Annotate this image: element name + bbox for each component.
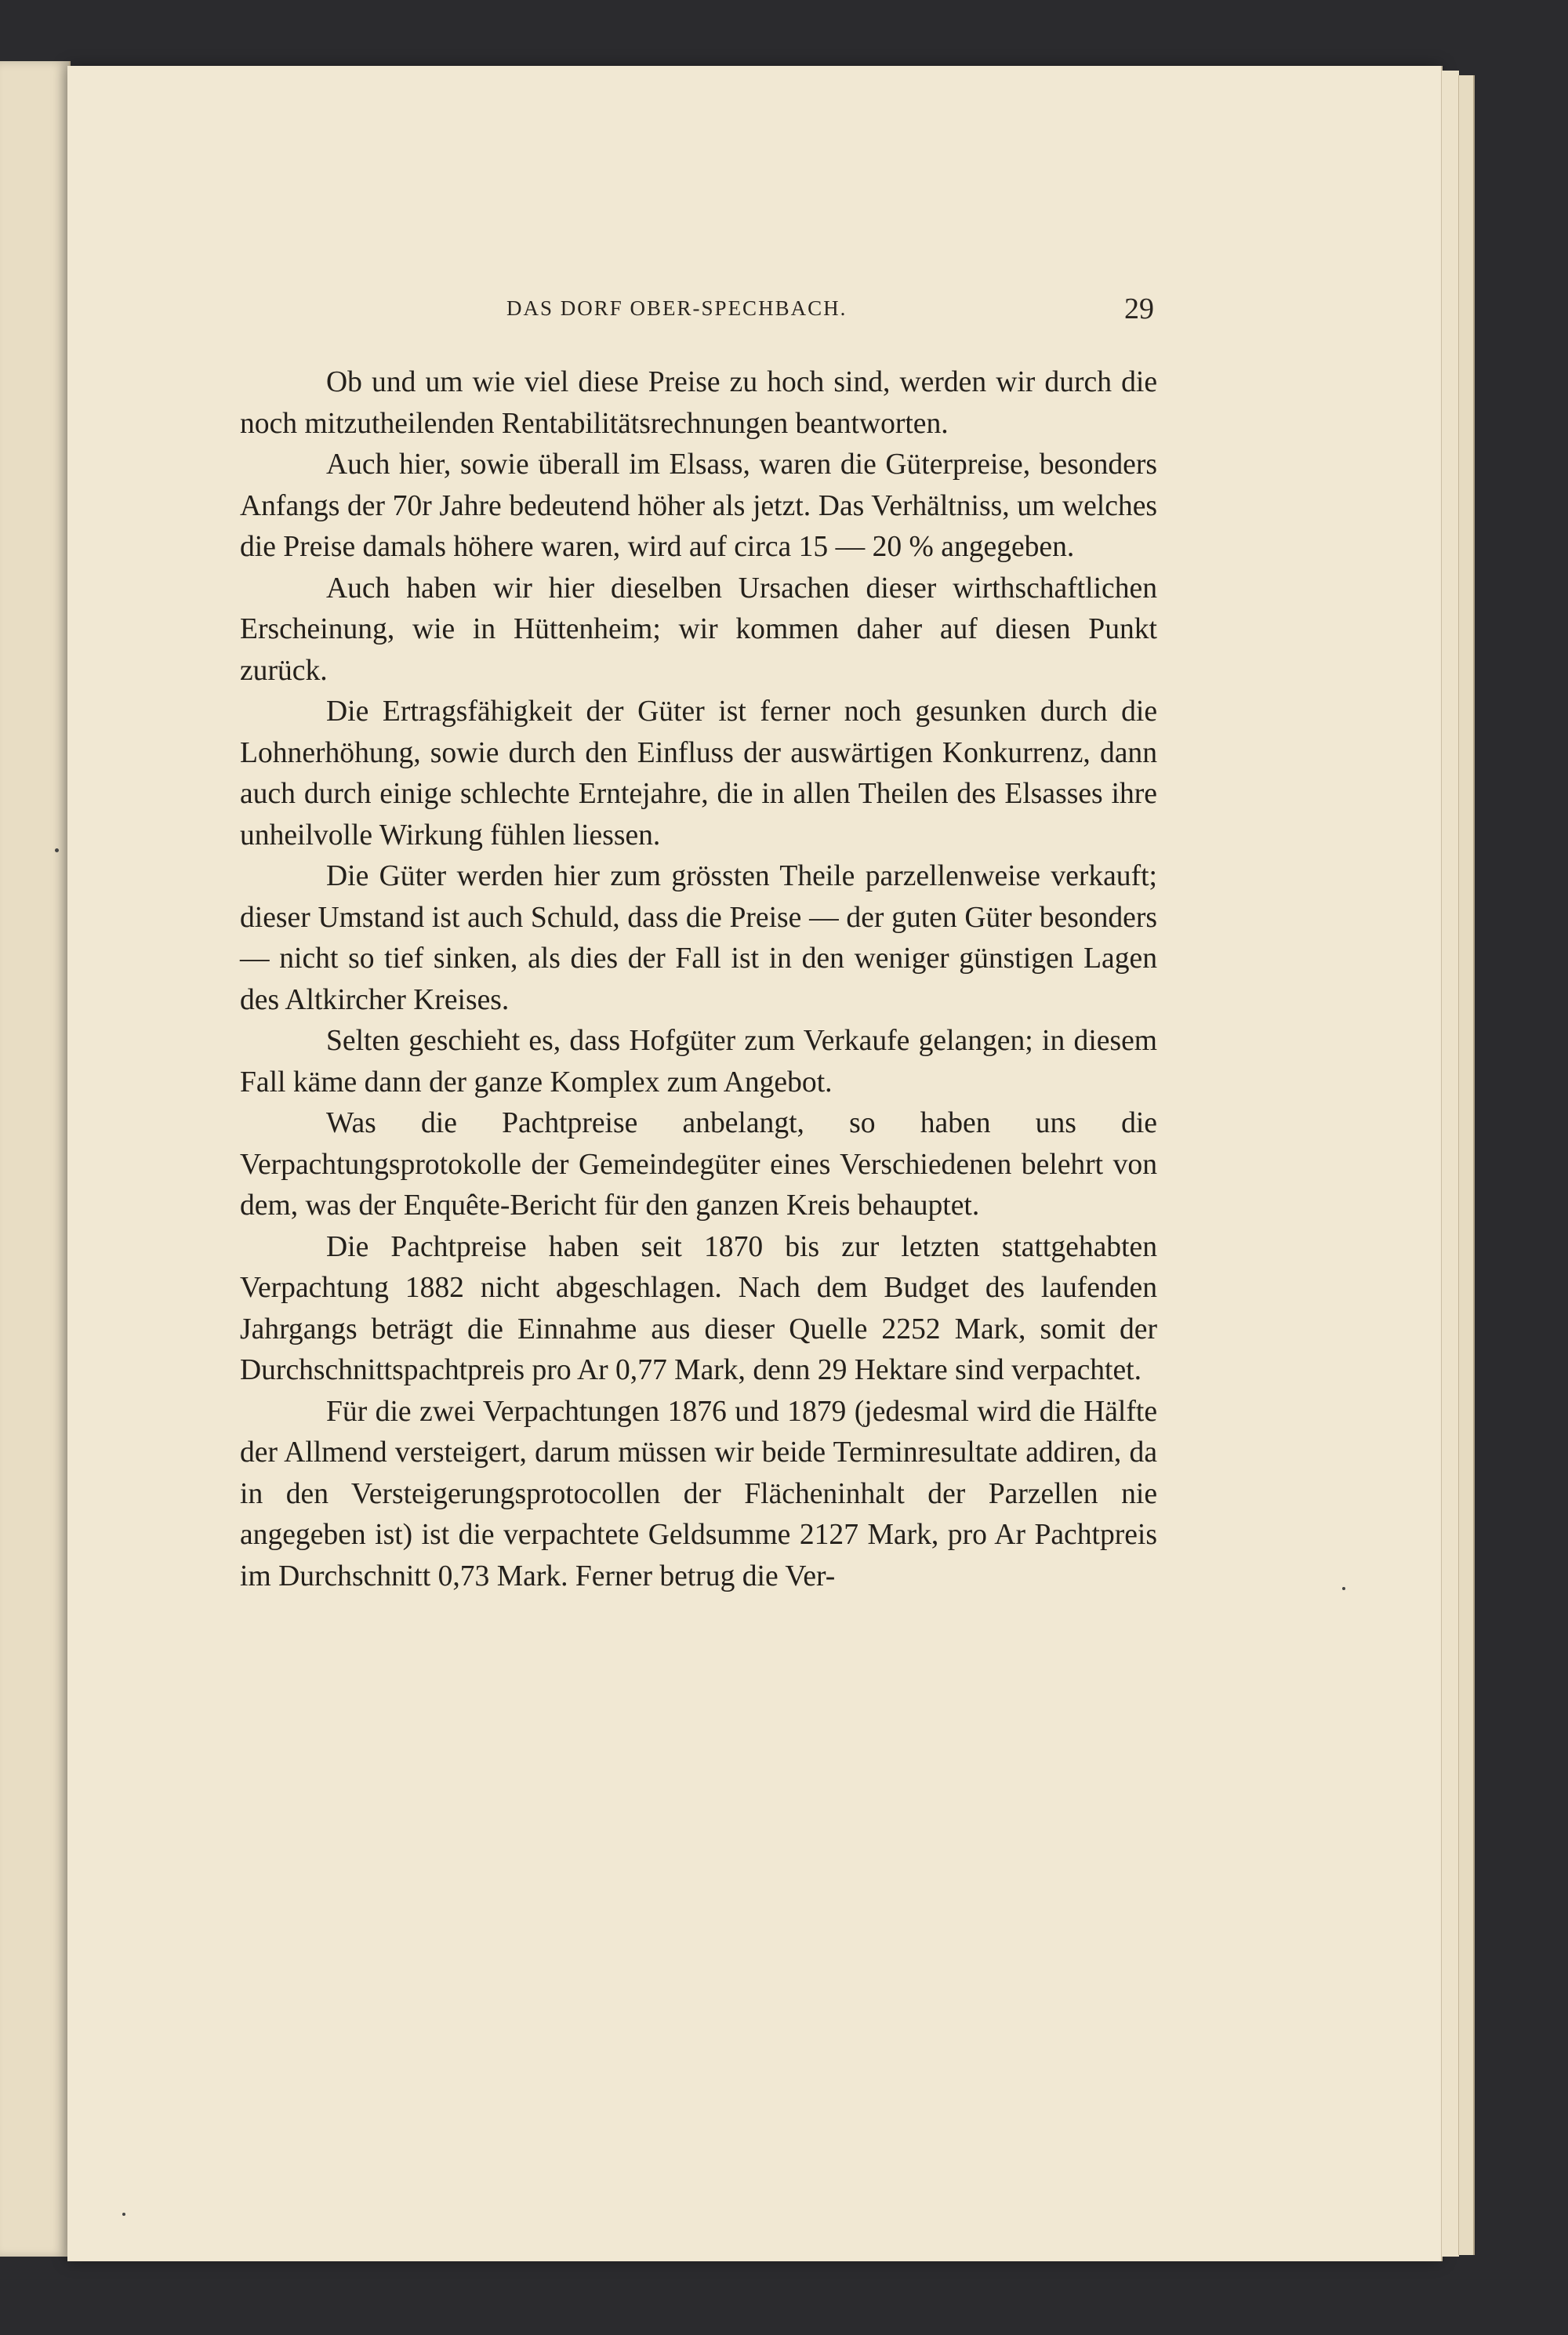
paragraph: Für die zwei Verpachtungen 1876 und 1879 (jedesmal wird die Hälfte der Allmend versteigert, darum müssen wir beide Terminresultate addiren, da in den Versteigerungsprotocollen der Flächeninhalt der Parzellen nie angegeben ist) ist die verpachtete Geldsumme 2127 Mark, pro Ar Pachtpreis im Durchschnitt 0,73 Mark. Ferner betrug die Ver-	[240, 1395, 1157, 1592]
page-number: 29	[1124, 292, 1154, 325]
paragraph: Ob und um wie viel diese Preise zu hoch sind, werden wir durch die noch mitzutheilenden Rentabilitätsrechnungen beantworten.	[240, 366, 1157, 440]
paper-speck	[122, 2213, 125, 2216]
page-stack-edge	[1441, 71, 1459, 2257]
paragraph: Auch hier, sowie überall im Elsass, waren die Güterpreise, besonders Anfangs der 70r Jahre bedeutend höher als jetzt. Das Verhältniss, um welches die Preise damals höhere waren, wird auf circa 15 — 20 % angegeben.	[240, 448, 1157, 563]
body-text-block	[240, 362, 1157, 1597]
paper-speck	[55, 848, 59, 852]
paragraph: Die Ertragsfähigkeit der Güter ist ferner noch gesunken durch die Lohnerhöhung, sowie durch den Einfluss der auswärtigen Konkurrenz, dann auch durch einige schlechte Erntejahre, die in allen Theilen des Elsasses ihre unheilvolle Wirkung fühlen liessen.	[240, 695, 1157, 852]
running-header-title: DAS DORF OBER-SPECHBACH.	[506, 296, 848, 320]
paper-speck	[1342, 1587, 1345, 1590]
paragraph: Auch haben wir hier dieselben Ursachen dieser wirthschaftlichen Erscheinung, wie in Hüttenheim; wir kommen daher auf diesen Punkt zurück.	[240, 572, 1157, 687]
paragraph: Was die Pachtpreise anbelangt, so haben uns die Verpachtungsprotokolle der Gemeindegüter eines Verschiedenen belehrt von dem, was der Enquête-Bericht für den ganzen Kreis behauptet.	[240, 1107, 1157, 1222]
page-stack-edge-outer	[1458, 75, 1475, 2255]
paragraph: Die Güter werden hier zum grössten Theile parzellenweise verkauft; dieser Umstand ist auch Schuld, dass die Preise — der guten Güter besonders — nicht so tief sinken, als dies der Fall ist in den weniger günstigen Lagen des Altkircher Kreises.	[240, 860, 1157, 1016]
paragraph: Selten geschieht es, dass Hofgüter zum Verkaufe gelangen; in diesem Fall käme dann der ganze Komplex zum Angebot.	[240, 1025, 1157, 1099]
previous-page-edge	[0, 61, 71, 2257]
paragraph: Die Pachtpreise haben seit 1870 bis zur letzten stattgehabten Verpachtung 1882 nicht abgeschlagen. Nach dem Budget des laufenden Jahrgangs beträgt die Einnahme aus dieser Quelle 2252 Mark, somit der Durchschnittspachtpreis pro Ar 0,77 Mark, denn 29 Hektare sind verpachtet.	[240, 1230, 1157, 1386]
